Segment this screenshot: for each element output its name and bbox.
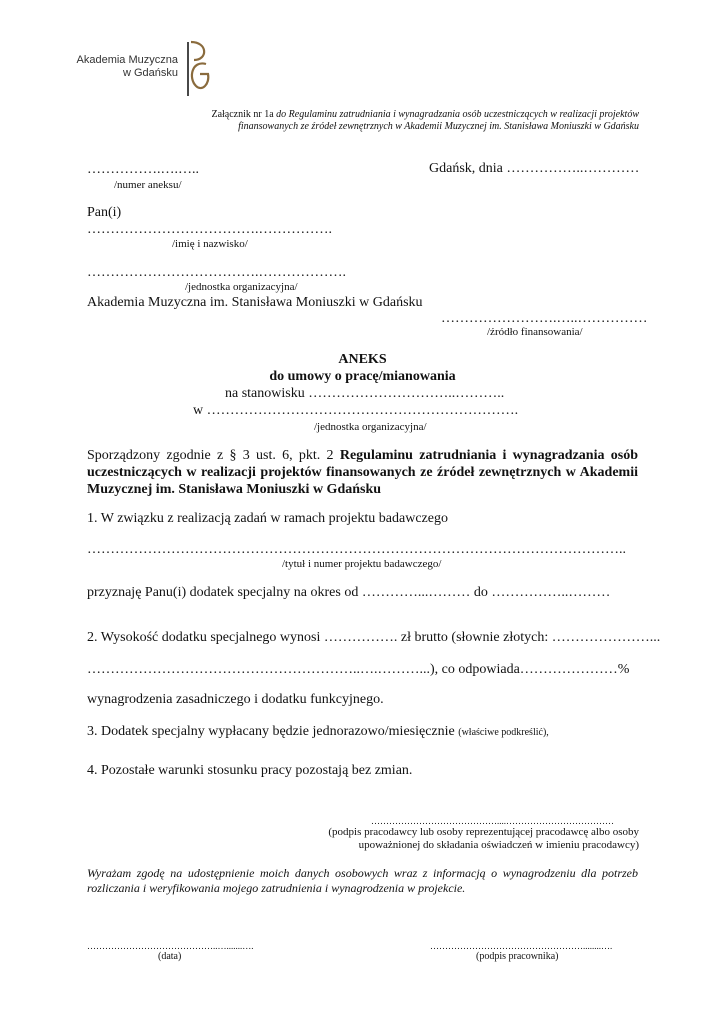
name-label: /imię i nazwisko/ [172,238,248,250]
unit-label: /jednostka organizacyjna/ [185,281,298,293]
annex-number-dots: …………….….….. [87,162,199,177]
unit-line: w …………………………………………………………. [193,403,519,418]
appendix-title-part: do Regulaminu zatrudniania i wynagradzania osób uczestniczących w realizacji projektów [276,109,639,120]
name-dots: ……………………………….……………. [87,222,332,237]
employer-signature-dots: ……………………………………....……………………………… [371,816,614,826]
grant-period-line: przyznaję Panu(i) dodatek specjalny na okres od …………...……… do ……………..……… [87,585,611,600]
employer-signature-label-2: upoważnionej do składania oświadczeń w imieniu pracodawcy) [358,839,639,851]
regulation-title: Regulaminu zatrudniania i wynagradzania osób uczestniczących w realizacji projektów finansowanych ze źródeł zewnętrznych w Akademii Muzycznej im. Stanisława Moniuszki w Gdańsku [87,448,638,497]
place-date: Gdańsk, dnia ……………..………… [429,161,640,176]
employee-signature-dots: ……………………………………………........…. [430,941,613,951]
institution-name: Akademia Muzyczna im. Stanisława Moniuszki w Gdańsku [87,295,423,310]
salutation: Pan(i) [87,205,122,220]
logo-line-2: w Gdańsku [122,67,178,79]
date-label: (data) [158,951,182,962]
appendix-header-line-2: finansowanych ze źródeł zewnętrznych w Akademii Muzycznej im. Stanisława Moniuszki w Gdańsku [238,121,639,132]
employer-signature-label-1: (podpis pracodawcy lub osoby reprezentującej pracodawcę albo osoby [328,826,639,838]
point-3-text: 3. Dodatek specjalny wypłacany będzie jednorazowo/miesięcznie [87,724,459,739]
unit-dots: ……………………………….………………. [87,265,346,280]
logo-clef-icon [182,38,212,100]
project-dots: …………………………………………………………………………………………………….. [87,542,626,557]
project-label: /tytuł i numer projektu badawczego/ [282,558,442,570]
document-title: ANEKS [338,352,387,367]
employee-signature-label: (podpis pracownika) [476,951,559,962]
document-subtitle: do umowy o pracę/mianowania [269,369,456,384]
position-line: na stanowisku …………………………..……….. [225,386,505,401]
point-4: 4. Pozostałe warunki stosunku pracy pozostają bez zmian. [87,763,413,778]
preamble-paragraph [87,447,638,498]
point-3-note: (właściwe podkreślić), [458,727,549,738]
point-2-line-2: …………………………………………………..….………...), co odpowiada…………………% [87,662,630,677]
appendix-header-line-1 [211,109,639,120]
point-1-text: 1. W związku z realizacją zadań w ramach projektu badawczego [87,511,448,526]
annex-number-label: /numer aneksu/ [114,179,182,191]
unit-line-label: /jednostka organizacyjna/ [314,421,427,433]
date-dots: ……………………………………..….......…. [87,941,254,951]
logo-wordmark [70,54,178,80]
consent-statement: Wyrażam zgodę na udostępnienie moich danych osobowych wraz z informacją o wynagrodzeniu dla potrzeb rozliczania i weryfikowania mojego zatrudnienia i wynagrodzenia w projekcie. [87,866,638,895]
appendix-prefix: Załącznik nr 1a [211,109,277,120]
funding-dots: …………………….…..…………… [441,311,648,326]
logo-line-1: Akademia Muzyczna [76,54,178,66]
preamble-text: Sporządzony zgodnie z § 3 ust. 6, pkt. 2 [87,448,340,463]
point-2-line-1: 2. Wysokość dodatku specjalnego wynosi ……………. zł brutto (słownie złotych: …………………... [87,630,661,645]
point-3 [87,724,549,740]
funding-label: /źródło finansowania/ [487,326,583,338]
point-2-line-3: wynagrodzenia zasadniczego i dodatku funkcyjnego. [87,692,384,707]
